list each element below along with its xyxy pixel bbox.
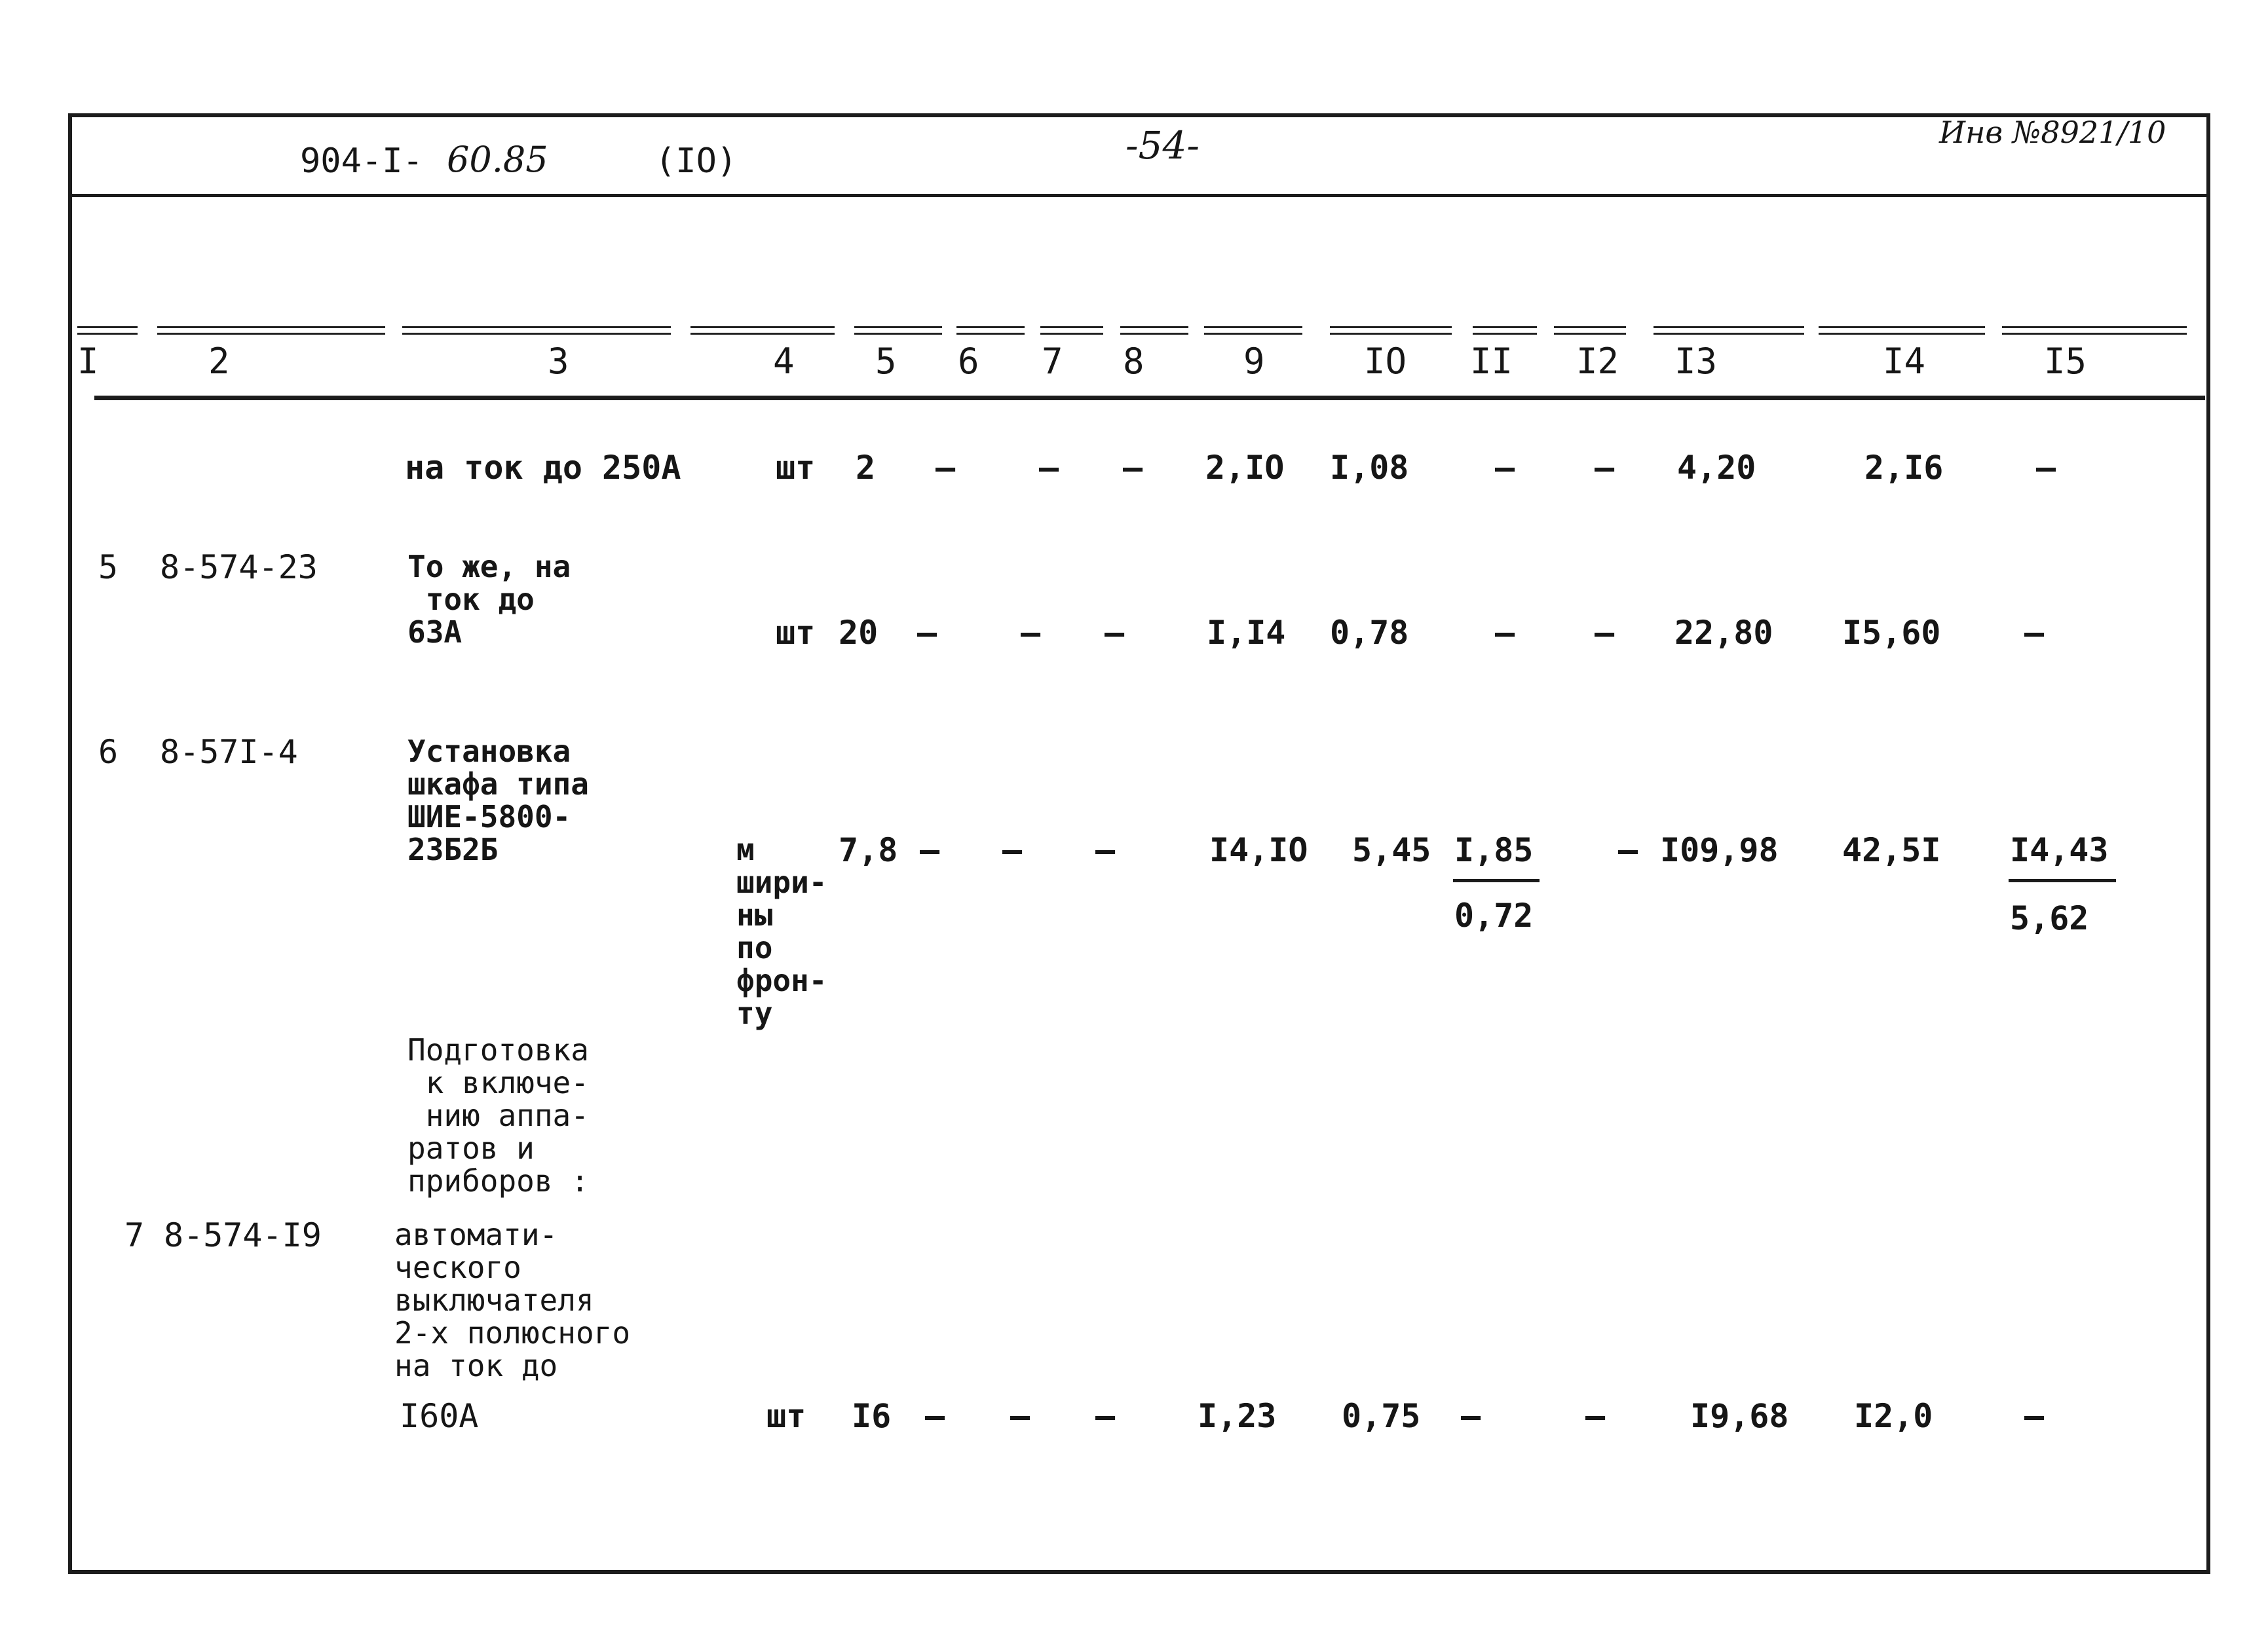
row-unit: шт [766,1397,806,1435]
header-rule [2002,326,2187,335]
row-col11-numerator: I,85 [1454,831,1534,869]
header-rule [77,326,138,335]
column-header: 5 [875,341,897,382]
row-col11-denominator: 0,72 [1454,897,1534,935]
header-rule [1120,326,1188,335]
row-col12: – [1595,614,1615,652]
row-col9: I,I4 [1207,614,1286,652]
row-col12: – [1595,449,1615,487]
row-number: 6 [98,733,119,771]
row-col14: 42,5I [1842,831,1941,869]
header-divider [68,194,2210,197]
column-header: 4 [773,341,795,382]
row-name: автомати- ческого выключателя 2-х полюсного на ток до [394,1217,631,1383]
column-header: 3 [548,341,569,382]
inventory-number: Инв №8921/10 [1939,115,2166,150]
column-header: IO [1364,341,1407,382]
header-rule [1554,326,1626,335]
column-header-bottom-rule [94,396,2205,400]
row-col8: – [1095,831,1116,869]
row-col15: – [2024,1397,2045,1435]
row-col7: – [1021,614,1041,652]
row-unit: м шири- ны по фрон- ту [736,832,827,1031]
column-header: I [77,341,99,382]
header-rule [1330,326,1452,335]
row-qty: 20 [839,614,879,652]
row-col15-numerator: I4,43 [2010,831,2109,869]
row-col11: – [1495,614,1515,652]
row-col6: – [925,1397,945,1435]
row-col10: 0,75 [1342,1397,1421,1435]
column-header: I3 [1674,341,1718,382]
row-col11: – [1461,1397,1481,1435]
header-rule [1473,326,1537,335]
header-rule [1204,326,1302,335]
column-header: 6 [958,341,979,382]
row-col15: – [2024,614,2045,652]
row-col10: I,08 [1330,449,1409,487]
row-qty: 2 [856,449,876,487]
column-header: 8 [1123,341,1144,382]
row-col12: – [1585,1397,1606,1435]
header-rule [854,326,942,335]
header-rule [1040,326,1103,335]
column-header: I5 [2044,341,2087,382]
column-header: II [1470,341,1513,382]
fraction-bar [1453,879,1540,882]
row-col10: 5,45 [1352,831,1431,869]
row-col6: – [936,449,956,487]
column-header: I2 [1576,341,1619,382]
header-rule [1819,326,1985,335]
row-name: на ток до 250А [405,449,681,487]
row-col6: – [920,831,940,869]
column-header: 9 [1243,341,1265,382]
document-code-handwritten: 60.85 [447,139,548,180]
row-col7: – [1039,449,1059,487]
group-heading: Подготовка к включе- нию аппа- ратов и приборов : [407,1032,589,1199]
row-col13: I09,98 [1660,831,1779,869]
row-number: 7 [124,1216,145,1254]
row-col6: – [917,614,937,652]
row-col8: – [1095,1397,1116,1435]
row-name: Установка шкафа типа ШИЕ-5800- 23Б2Б [407,734,589,867]
row-col13: 22,80 [1674,614,1773,652]
fraction-bar [2009,879,2116,882]
volume-label: (IO) [655,141,738,181]
row-qty: I6 [852,1397,892,1435]
column-header: 7 [1042,341,1063,382]
row-qty: 7,8 [839,831,898,869]
row-col15: – [2036,449,2056,487]
header-rule [956,326,1025,335]
row-col13: 4,20 [1677,449,1756,487]
header-rule [690,326,835,335]
row-col14: I5,60 [1842,614,1941,652]
row-code: 8-574-I9 [164,1216,322,1254]
row-name-last: I60А [400,1397,479,1435]
column-header: 2 [208,341,230,382]
row-number: 5 [98,548,119,586]
row-col13: I9,68 [1690,1397,1789,1435]
row-col8: – [1123,449,1143,487]
row-col9: 2,IO [1205,449,1285,487]
row-name: То же, на ток до 63А [407,549,571,650]
row-col10: 0,78 [1330,614,1409,652]
row-col12: – [1618,831,1638,869]
column-header: I4 [1883,341,1926,382]
page-number: -54- [1125,123,1200,168]
row-col9: I4,IO [1209,831,1308,869]
row-unit: шт [776,449,816,487]
row-unit: шт [776,614,816,652]
row-col9: I,23 [1198,1397,1277,1435]
header-rule [1654,326,1804,335]
row-col14: I2,0 [1854,1397,1933,1435]
header-rule [402,326,671,335]
row-col8: – [1105,614,1125,652]
row-col7: – [1002,831,1023,869]
document-code-prefix: 904-I- [300,141,423,181]
row-col7: – [1010,1397,1030,1435]
row-col14: 2,I6 [1864,449,1944,487]
row-code: 8-57I-4 [160,733,298,771]
row-col11: – [1495,449,1515,487]
row-code: 8-574-23 [160,548,318,586]
header-rule [157,326,385,335]
row-col15-denominator: 5,62 [2010,899,2089,937]
